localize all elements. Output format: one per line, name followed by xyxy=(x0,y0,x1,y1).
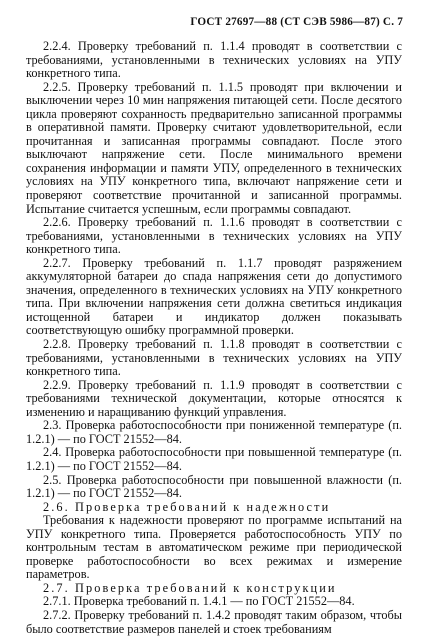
paragraph-2-2-6: 2.2.6. Проверку требований п. 1.1.6 проводят в соответствии с требованиями, установленными в технических условиях на УПУ конкретного типа. xyxy=(26,215,402,257)
running-header: ГОСТ 27697—88 (СТ СЭВ 5986—87) С. 7 xyxy=(190,16,403,28)
paragraph-2-4: 2.4. Проверка работоспособности при повышенной температуре (п. 1.2.1) — по ГОСТ 21552—84. xyxy=(26,445,402,473)
section-heading-2-6: 2.6. Проверка требований к надежности xyxy=(43,499,331,514)
paragraph-2-2-5: 2.2.5. Проверку требований п. 1.1.5 проводят при включении и выключении через 10 мин напряжения питающей сети. После десятого цикла проверяют сохранность предварительно записанной программы в оперативной памяти. Проверку считают удовлетворительной, если прочитанная и записанная программы совпадают. После этого выключают напряжение сети. После минимального времени сохранения информации и памяти УПУ, определенного в технических условиях на УПУ конкретного типа, включают напряжение сети и проверяют соответствие прочитанной и записанной программы. Испытание считается успешным, если программы совпадают. xyxy=(26,79,402,216)
paragraph-2-5: 2.5. Проверка работоспособности при повышенной влажности (п. 1.2.1) — по ГОСТ 21552—84. xyxy=(26,472,402,501)
paragraph-2-3: 2.3. Проверка работоспособности при пониженной температуре (п. 1.2.1) — по ГОСТ 21552—84. xyxy=(26,418,402,446)
paragraph-2-2-8: 2.2.8. Проверку требований п. 1.1.8 проводят в соответствии с требованиями, установленными в технических условиях на УПУ конкретного типа. xyxy=(26,337,402,379)
section-heading-2-7: 2.7. Проверка требований к конструкции xyxy=(43,580,337,595)
paragraph-2-2-4: 2.2.4. Проверку требований п. 1.1.4 проводят в соответствии с требованиями, установленными в технических условиях на УПУ конкретного типа. xyxy=(26,39,402,81)
paragraph-2-7-1: 2.7.1. Проверка требований п. 1.4.1 — по ГОСТ 21552—84. xyxy=(43,594,355,609)
paragraph-2-6-body: Требования к надежности проверяют по программе испытаний на УПУ конкретного типа. Проверяется работоспособность УПУ по контрольным тестам в автоматическом режиме при периодической проверке работоспособности во всех режимах и измерение параметров. xyxy=(26,513,402,582)
document-body xyxy=(26,40,402,636)
paragraph-2-2-7: 2.2.7. Проверку требований п. 1.1.7 проводят разряжением аккумуляторной батареи до спада напряжения сети до допустимого значения, определенного в технических условиях на УПУ конкретного типа. При включении напряжения сети должна светиться индикация истощенной батареи и индикатор должен показывать соответствующую ошибку программной проверки. xyxy=(26,255,402,338)
paragraph-2-2-9: 2.2.9. Проверку требований п. 1.1.9 проводят в соответствии с требованиями технической документации, которые относятся к изменению и наращиванию функций управления. xyxy=(26,377,402,419)
paragraph-2-7-2: 2.7.2. Проверку требований п. 1.4.2 проводят таким образом, чтобы было соответствие размеров панелей и стоек требованиям xyxy=(26,607,402,636)
